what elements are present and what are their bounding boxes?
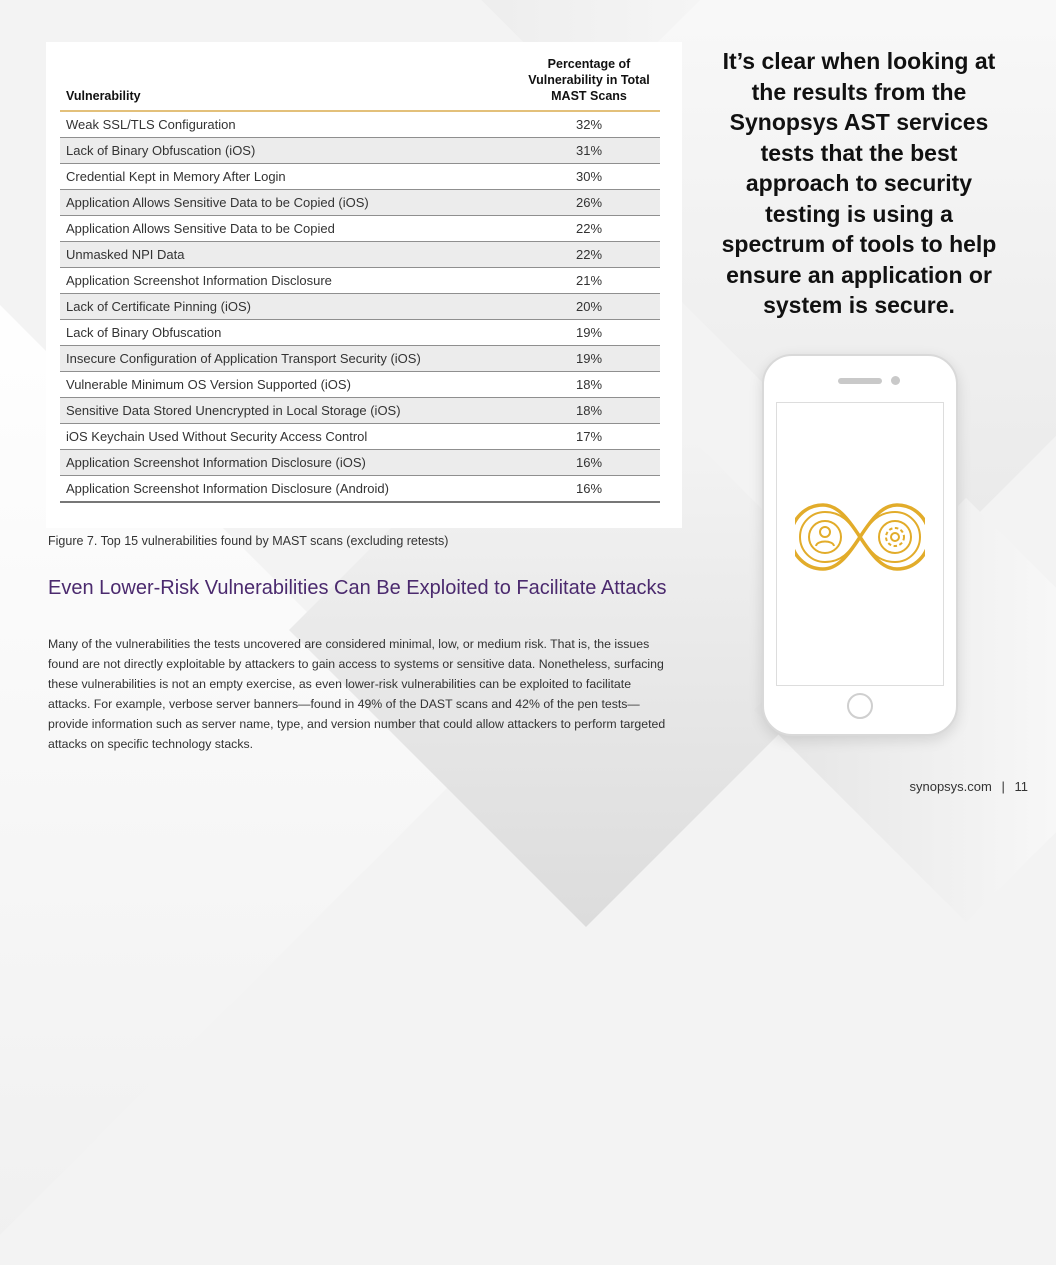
vulnerability-percentage: 19% — [518, 320, 660, 346]
vulnerability-percentage: 18% — [518, 398, 660, 424]
table-row — [60, 450, 660, 476]
vulnerability-name: Insecure Configuration of Application Transport Security (iOS) — [60, 346, 518, 372]
user-icon — [809, 521, 841, 553]
vulnerability-percentage: 22% — [518, 216, 660, 242]
gear-icon — [879, 521, 911, 553]
vulnerability-name: Application Screenshot Information Disclosure — [60, 268, 518, 294]
vulnerability-percentage: 20% — [518, 294, 660, 320]
vulnerability-name: Application Screenshot Information Disclosure (iOS) — [60, 450, 518, 476]
body-paragraph: Many of the vulnerabilities the tests uncovered are considered minimal, low, or medium risk. That is, the issues found are not directly exploitable by attackers to gain access to systems or sensitive data. Nonetheless, surfacing these vulnerabilities is not an empty exercise, as even lower-risk vulnerabilities can be exploited to facilitate attacks. For example, verbose server banners—found in 49% of the DAST scans and 42% of the pen tests—provide information such as server name, type, and version number that could allow attackers to perform targeted attacks on specific technology stacks. — [48, 637, 666, 751]
vulnerability-percentage: 19% — [518, 346, 660, 372]
header-vulnerability: Vulnerability — [60, 54, 518, 111]
footer-site: synopsys.com — [909, 779, 992, 794]
vulnerability-name: Application Screenshot Information Disclosure (Android) — [60, 476, 518, 503]
phone-speaker — [838, 378, 882, 384]
smartphone-icon — [762, 354, 958, 736]
table-row — [60, 216, 660, 242]
pull-quote: It’s clear when looking at the results from the Synopsys AST services tests that the best approach to security testing is using a spectrum of tools to help ensure an application or system is secure. — [721, 48, 997, 318]
table-header-row — [60, 54, 660, 111]
table-row — [60, 190, 660, 216]
table-row — [60, 111, 660, 138]
vulnerability-table — [60, 54, 660, 503]
vulnerability-name: Lack of Binary Obfuscation (iOS) — [60, 138, 518, 164]
table-body — [60, 111, 660, 502]
table-row — [60, 268, 660, 294]
table-row — [60, 346, 660, 372]
table-row — [60, 242, 660, 268]
vulnerability-name: Weak SSL/TLS Configuration — [60, 111, 518, 138]
vulnerability-name: Sensitive Data Stored Unencrypted in Local Storage (iOS) — [60, 398, 518, 424]
section-heading: Even Lower-Risk Vulnerabilities Can Be Exploited to Facilitate Attacks — [48, 577, 667, 599]
vulnerability-percentage: 22% — [518, 242, 660, 268]
table-row — [60, 164, 660, 190]
header-percentage: Percentage of Vulnerability in Total MAST Scans — [518, 54, 660, 111]
vulnerability-name: Unmasked NPI Data — [60, 242, 518, 268]
vulnerability-name: Application Allows Sensitive Data to be Copied (iOS) — [60, 190, 518, 216]
table-row — [60, 398, 660, 424]
footer-separator: | — [1001, 779, 1005, 794]
table-row — [60, 138, 660, 164]
infinity-loop-icon — [795, 499, 925, 575]
phone-screen — [776, 402, 944, 686]
table-row — [60, 424, 660, 450]
vulnerability-percentage: 21% — [518, 268, 660, 294]
page-footer — [909, 779, 1028, 794]
figure-caption: Figure 7. Top 15 vulnerabilities found by MAST scans (excluding retests) — [48, 534, 449, 548]
vulnerability-percentage: 32% — [518, 111, 660, 138]
vulnerability-name: iOS Keychain Used Without Security Access Control — [60, 424, 518, 450]
page-number: 11 — [1014, 779, 1028, 794]
vulnerability-percentage: 31% — [518, 138, 660, 164]
vulnerability-percentage: 17% — [518, 424, 660, 450]
vulnerability-name: Vulnerable Minimum OS Version Supported (iOS) — [60, 372, 518, 398]
vulnerability-percentage: 30% — [518, 164, 660, 190]
vulnerability-percentage: 26% — [518, 190, 660, 216]
table-row — [60, 476, 660, 503]
table-row — [60, 320, 660, 346]
vulnerability-name: Lack of Binary Obfuscation — [60, 320, 518, 346]
table-row — [60, 372, 660, 398]
phone-home-button — [847, 693, 873, 719]
vulnerability-percentage: 18% — [518, 372, 660, 398]
phone-camera — [891, 376, 900, 385]
table-row — [60, 294, 660, 320]
vulnerability-percentage: 16% — [518, 450, 660, 476]
vulnerability-name: Lack of Certificate Pinning (iOS) — [60, 294, 518, 320]
vulnerability-percentage: 16% — [518, 476, 660, 503]
vulnerability-name: Credential Kept in Memory After Login — [60, 164, 518, 190]
table-card — [46, 42, 682, 528]
vulnerability-name: Application Allows Sensitive Data to be Copied — [60, 216, 518, 242]
